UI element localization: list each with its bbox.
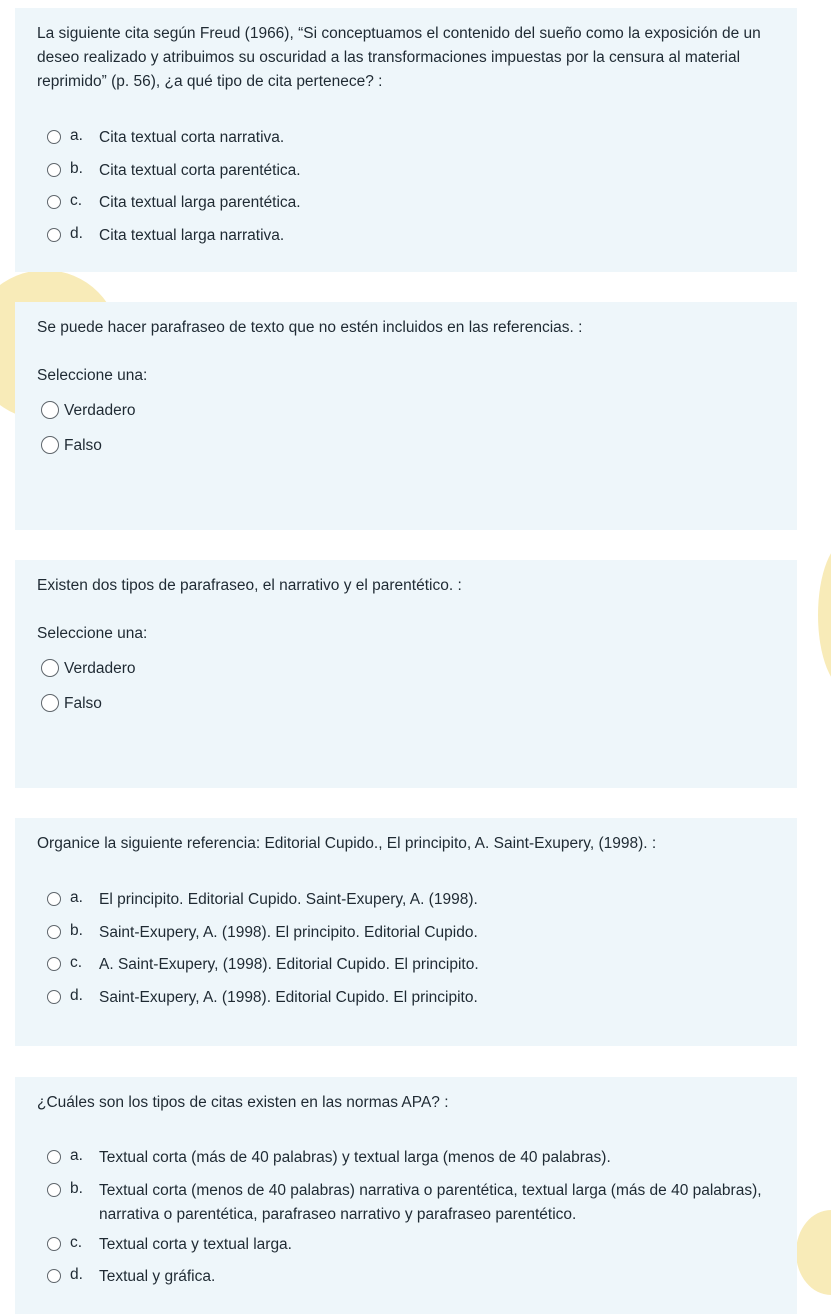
option-d[interactable] xyxy=(47,224,767,248)
option-c[interactable] xyxy=(47,953,767,977)
option-letter: c. xyxy=(70,954,83,971)
option-letter: b. xyxy=(70,922,83,939)
option-c[interactable] xyxy=(47,191,767,215)
radio-button[interactable] xyxy=(47,892,61,906)
option-b[interactable] xyxy=(47,921,767,945)
option-label: Falso xyxy=(64,437,102,454)
option-label: Verdadero xyxy=(64,402,136,419)
option-verdadero[interactable] xyxy=(47,400,767,424)
option-text: A. Saint-Exupery, (1998). Editorial Cupido. El principito. xyxy=(99,956,479,973)
question-card-5 xyxy=(15,1077,797,1314)
option-letter: b. xyxy=(70,1180,83,1197)
radio-button[interactable] xyxy=(41,436,59,454)
option-d[interactable] xyxy=(47,1265,767,1289)
radio-button[interactable] xyxy=(41,659,59,677)
question-card-3 xyxy=(15,560,797,788)
option-a[interactable] xyxy=(47,1146,767,1170)
option-text: Saint-Exupery, A. (1998). Editorial Cupido. El principito. xyxy=(99,989,478,1006)
question-text: La siguiente cita según Freud (1966), “Si conceptuamos el contenido del sueño como la exposición de un deseo realizado y atribuimos su oscuridad a las transformaciones impuestas por la censura al material reprimido” (p. 56), ¿a qué tipo de cita pertenece? : xyxy=(37,25,761,90)
decorative-blob xyxy=(796,1210,831,1295)
option-text: Textual corta (menos de 40 palabras) narrativa o parentética, textual larga (más de 40 palabras), narrativa o parentética, parafraseo narrativo y parafraseo parentético. xyxy=(99,1182,762,1223)
option-c[interactable] xyxy=(47,1233,767,1257)
radio-button[interactable] xyxy=(41,401,59,419)
radio-button[interactable] xyxy=(47,1269,61,1283)
decorative-blob xyxy=(818,540,831,690)
option-text: Cita textual larga parentética. xyxy=(99,194,301,211)
radio-button[interactable] xyxy=(47,990,61,1004)
select-prompt: Seleccione una: xyxy=(37,625,148,642)
option-text: Cita textual corta parentética. xyxy=(99,162,301,179)
option-a[interactable] xyxy=(47,126,767,150)
option-letter: c. xyxy=(70,1234,83,1251)
question-text: ¿Cuáles son los tipos de citas existen en las normas APA? : xyxy=(37,1094,449,1111)
option-text: El principito. Editorial Cupido. Saint-Exupery, A. (1998). xyxy=(99,891,478,908)
radio-button[interactable] xyxy=(47,163,61,177)
option-letter: d. xyxy=(70,987,83,1004)
option-letter: a. xyxy=(70,1147,83,1164)
radio-button[interactable] xyxy=(41,694,59,712)
radio-button[interactable] xyxy=(47,195,61,209)
option-letter: b. xyxy=(70,160,83,177)
radio-button[interactable] xyxy=(47,925,61,939)
option-b[interactable] xyxy=(47,159,767,183)
option-text: Cita textual larga narrativa. xyxy=(99,227,285,244)
radio-button[interactable] xyxy=(47,1150,61,1164)
question-card-1 xyxy=(15,8,797,272)
option-label: Verdadero xyxy=(64,660,136,677)
radio-button[interactable] xyxy=(47,957,61,971)
question-text: Se puede hacer parafraseo de texto que no estén incluidos en las referencias. : xyxy=(37,319,583,336)
option-b[interactable] xyxy=(47,1179,767,1227)
question-card-4 xyxy=(15,818,797,1046)
option-label: Falso xyxy=(64,695,102,712)
radio-button[interactable] xyxy=(47,228,61,242)
option-falso[interactable] xyxy=(47,693,767,717)
option-text: Cita textual corta narrativa. xyxy=(99,129,285,146)
option-verdadero[interactable] xyxy=(47,658,767,682)
radio-button[interactable] xyxy=(47,130,61,144)
option-letter: c. xyxy=(70,192,83,209)
question-text: Existen dos tipos de parafraseo, el narrativo y el parentético. : xyxy=(37,577,462,594)
question-text: Organice la siguiente referencia: Editorial Cupido., El principito, A. Saint-Exupery, (1998). : xyxy=(37,835,657,852)
option-letter: a. xyxy=(70,127,83,144)
radio-button[interactable] xyxy=(47,1183,61,1197)
select-prompt: Seleccione una: xyxy=(37,367,148,384)
option-text: Saint-Exupery, A. (1998). El principito. Editorial Cupido. xyxy=(99,924,478,941)
option-text: Textual y gráfica. xyxy=(99,1268,216,1285)
radio-button[interactable] xyxy=(47,1237,61,1251)
option-letter: a. xyxy=(70,889,83,906)
question-card-2 xyxy=(15,302,797,530)
option-d[interactable] xyxy=(47,986,767,1010)
option-text: Textual corta y textual larga. xyxy=(99,1236,292,1253)
option-letter: d. xyxy=(70,1266,83,1283)
option-falso[interactable] xyxy=(47,435,767,459)
option-a[interactable] xyxy=(47,888,767,912)
option-text: Textual corta (más de 40 palabras) y textual larga (menos de 40 palabras). xyxy=(99,1149,611,1166)
option-letter: d. xyxy=(70,225,83,242)
